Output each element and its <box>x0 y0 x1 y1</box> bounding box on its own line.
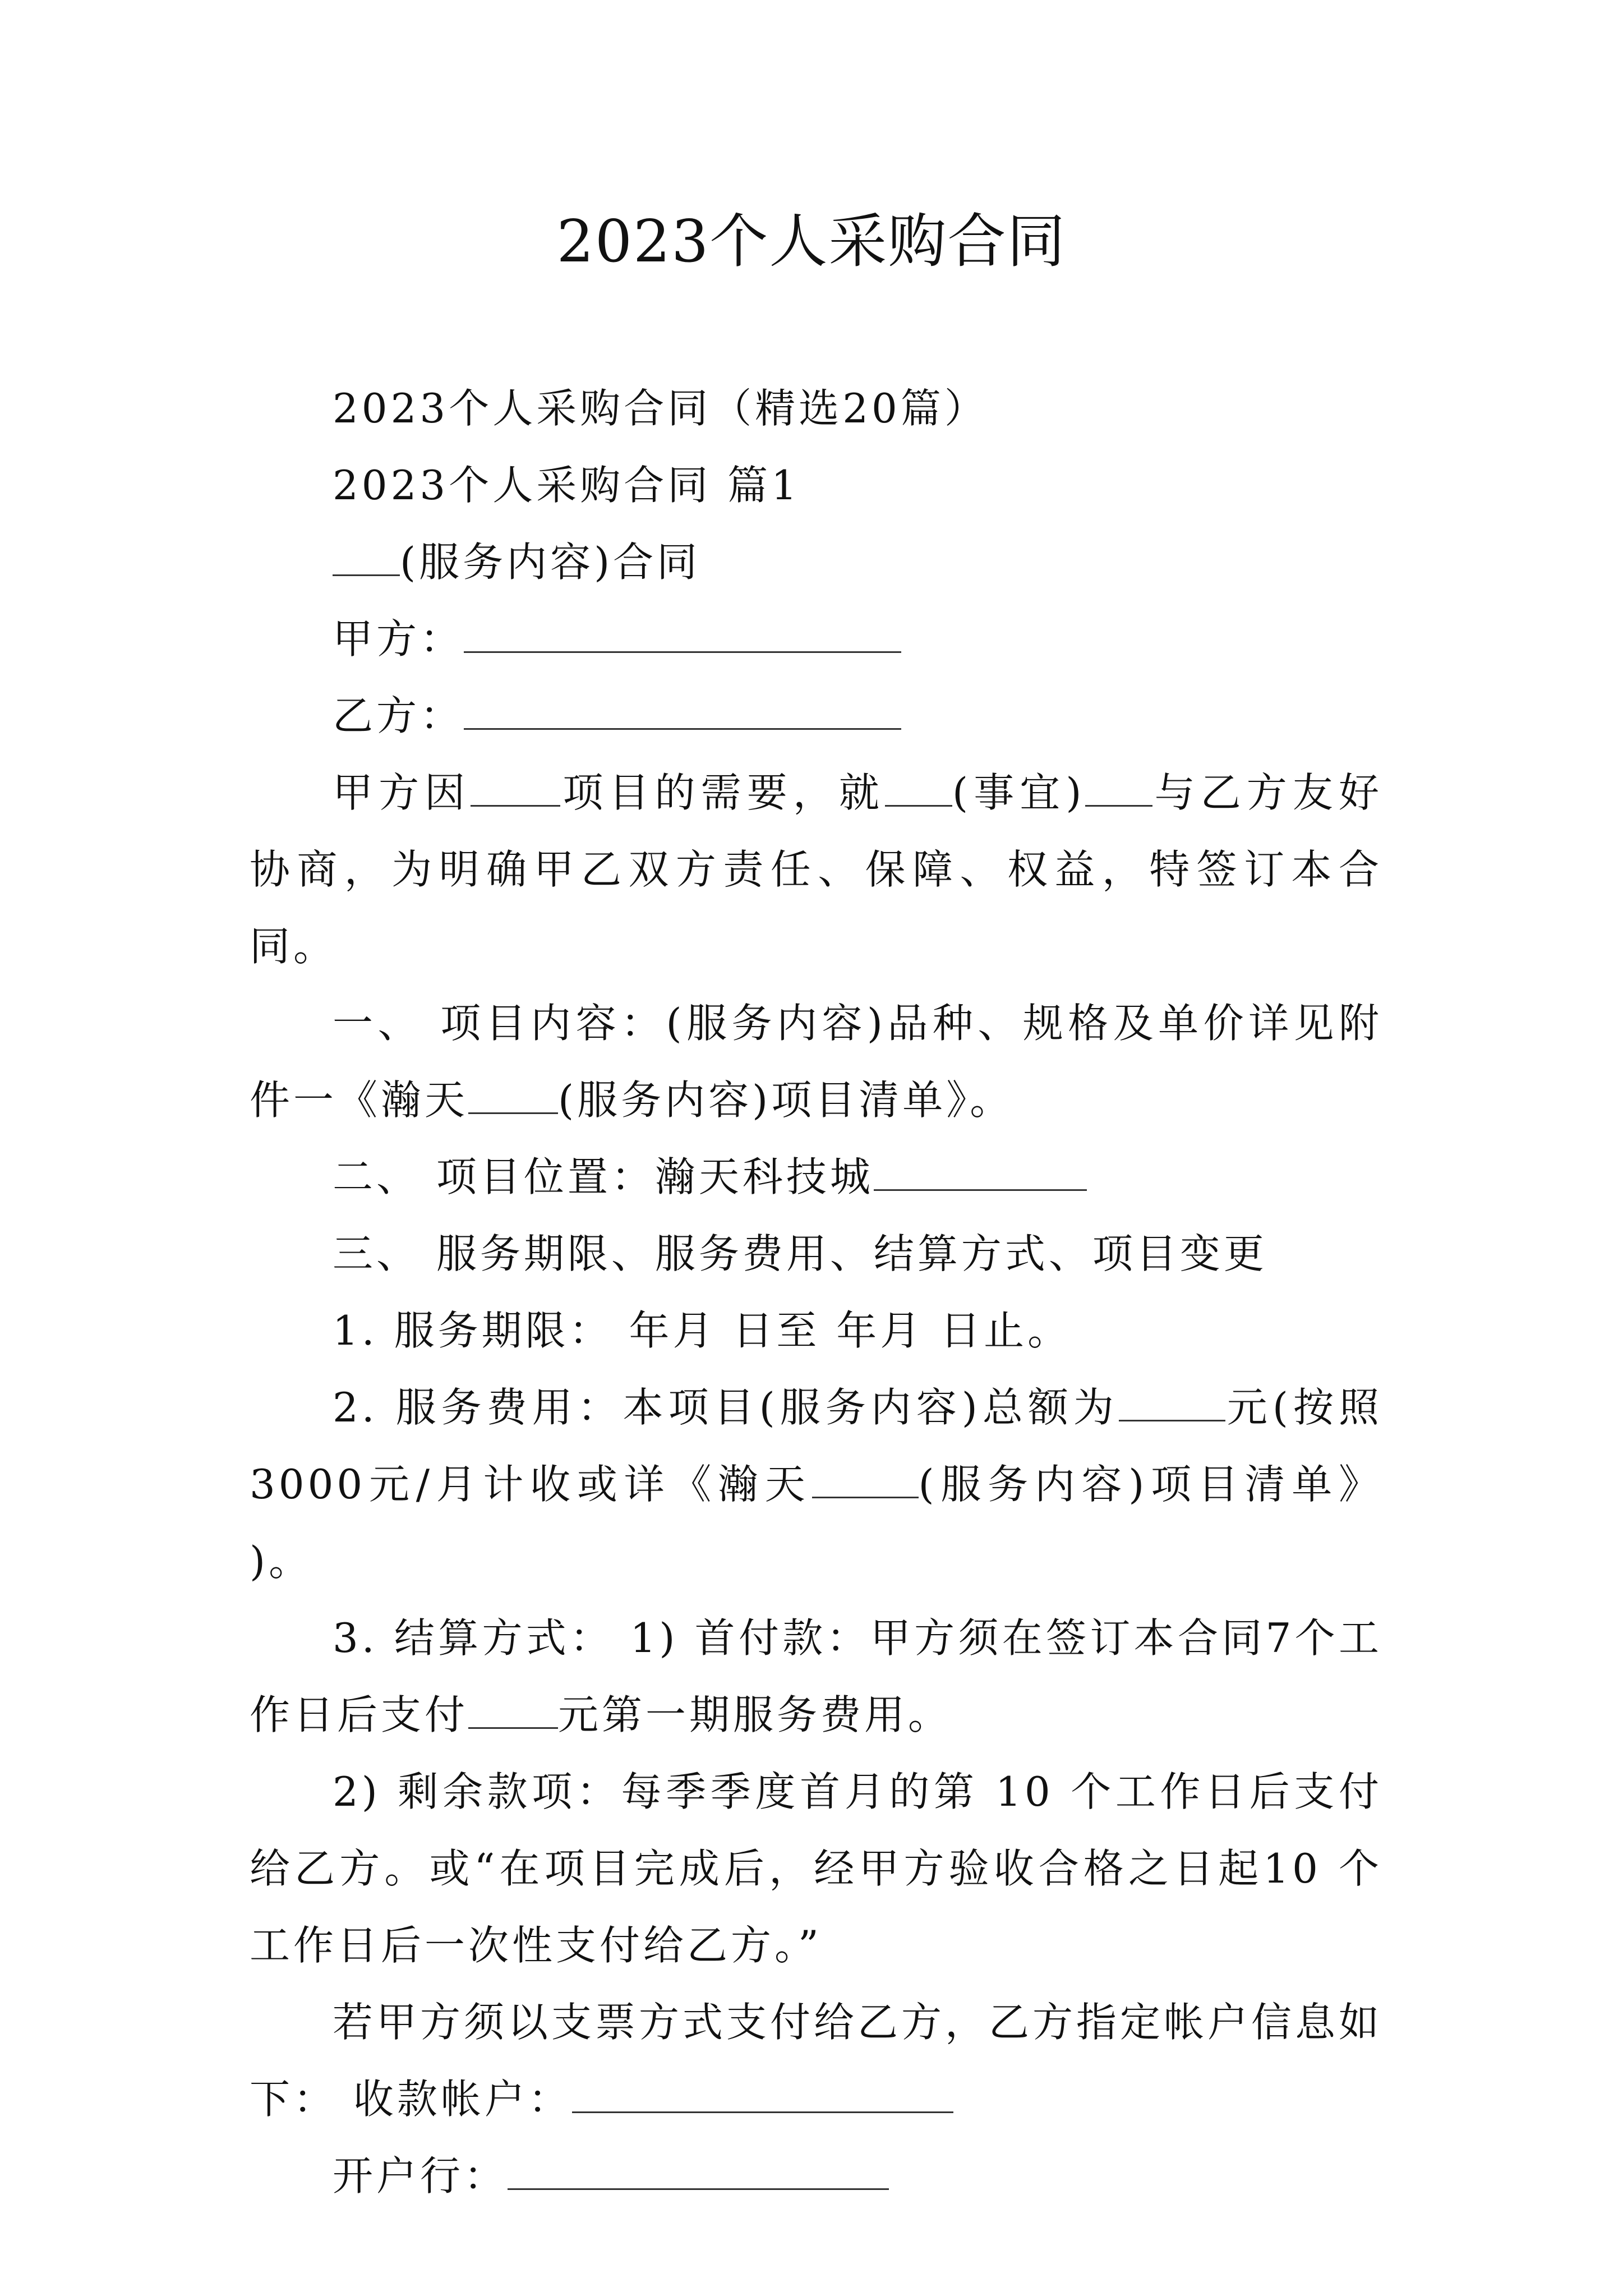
fee-part-1: 2. 服务费用：本项目(服务内容)总额为 <box>333 1384 1119 1431</box>
bank-blank <box>508 2155 889 2190</box>
item-1-part-1: 一、 项目内容：(服务内容)品种、规格及单价详见附件一《瀚天 <box>250 1000 1382 1124</box>
party-a-blank <box>464 618 901 653</box>
party-b-label: 乙方： <box>333 692 464 739</box>
settlement-part-2: 元第一期服务费用。 <box>558 1691 952 1738</box>
fee-part-2: 元(按照3000元/月计收或详《瀚天 <box>250 1384 1383 1508</box>
item-3-text: 三、 服务期限、服务费用、结算方式、项目变更 <box>333 1230 1267 1277</box>
preamble-part-2: 项目的需要，就 <box>560 769 886 816</box>
item-2-text: 二、 项目位置：瀚天科技城 <box>333 1153 874 1200</box>
paragraph-subtitle <box>250 370 1382 447</box>
party-b-blank <box>464 694 901 730</box>
contract-name-blank <box>333 541 400 576</box>
paragraph-item-3 <box>250 1216 1382 1292</box>
preamble-blank-3 <box>1085 771 1152 807</box>
subtitle-text: 2023个人采购合同（精选20篇） <box>333 385 988 432</box>
preamble-blank-1 <box>471 771 560 807</box>
paragraph-party-b <box>250 678 1382 754</box>
settlement-blank <box>468 1694 558 1729</box>
paragraph-preamble <box>250 754 1382 985</box>
fee-blank-2 <box>812 1463 919 1498</box>
paragraph-section-heading <box>250 447 1382 524</box>
paragraph-party-a <box>250 601 1382 678</box>
settlement-part-1: 3. 结算方式： 1) 首付款：甲方须在签订本合同7个工作日后支付 <box>250 1614 1382 1738</box>
paragraph-fee <box>250 1369 1382 1600</box>
bank-label: 开户行： <box>333 2152 508 2200</box>
item-1-blank <box>468 1079 558 1114</box>
paragraph-bank <box>250 2138 1382 2215</box>
preamble-part-1: 甲方因 <box>333 769 471 816</box>
preamble-part-4: 与乙方友好协商，为明确甲乙双方责任、保障、权益，特签订本合同。 <box>250 769 1382 970</box>
paragraph-settlement <box>250 1600 1382 1754</box>
receiving-account-blank <box>572 2078 953 2113</box>
paragraph-item-2 <box>250 1139 1382 1216</box>
term-text: 1. 服务期限： 年月 日至 年月 日止。 <box>333 1307 1072 1354</box>
document-body <box>250 370 1382 2215</box>
preamble-part-3: (事宜) <box>952 769 1085 816</box>
paragraph-item-1 <box>250 985 1382 1139</box>
party-a-label: 甲方： <box>333 615 464 662</box>
fee-blank-1 <box>1119 1386 1225 1421</box>
cheque-text: 若甲方须以支票方式支付给乙方，乙方指定帐户信息如下： 收款帐户： <box>250 1999 1383 2123</box>
remaining-payment-text: 2) 剩余款项：每季季度首月的第 10 个工作日后支付给乙方。或“在项目完成后，经甲方验收合格之日起10 个工作日后一次性支付给乙方。” <box>250 1768 1382 1969</box>
preamble-blank-2 <box>885 771 952 807</box>
section-heading-text: 2023个人采购合同 篇1 <box>333 462 800 509</box>
item-2-blank <box>874 1156 1087 1191</box>
paragraph-cheque <box>250 1984 1382 2138</box>
contract-name-text: (服务内容)合同 <box>400 539 701 586</box>
paragraph-term <box>250 1292 1382 1369</box>
document-title: 2023个人采购合同 <box>556 207 1067 275</box>
item-1-part-2: (服务内容)项目清单》。 <box>558 1076 1014 1124</box>
fee-part-3: (服务内容)项目清单》 )。 <box>250 1461 1382 1585</box>
paragraph-contract-name <box>250 524 1382 601</box>
paragraph-remaining-payment <box>250 1754 1382 1984</box>
